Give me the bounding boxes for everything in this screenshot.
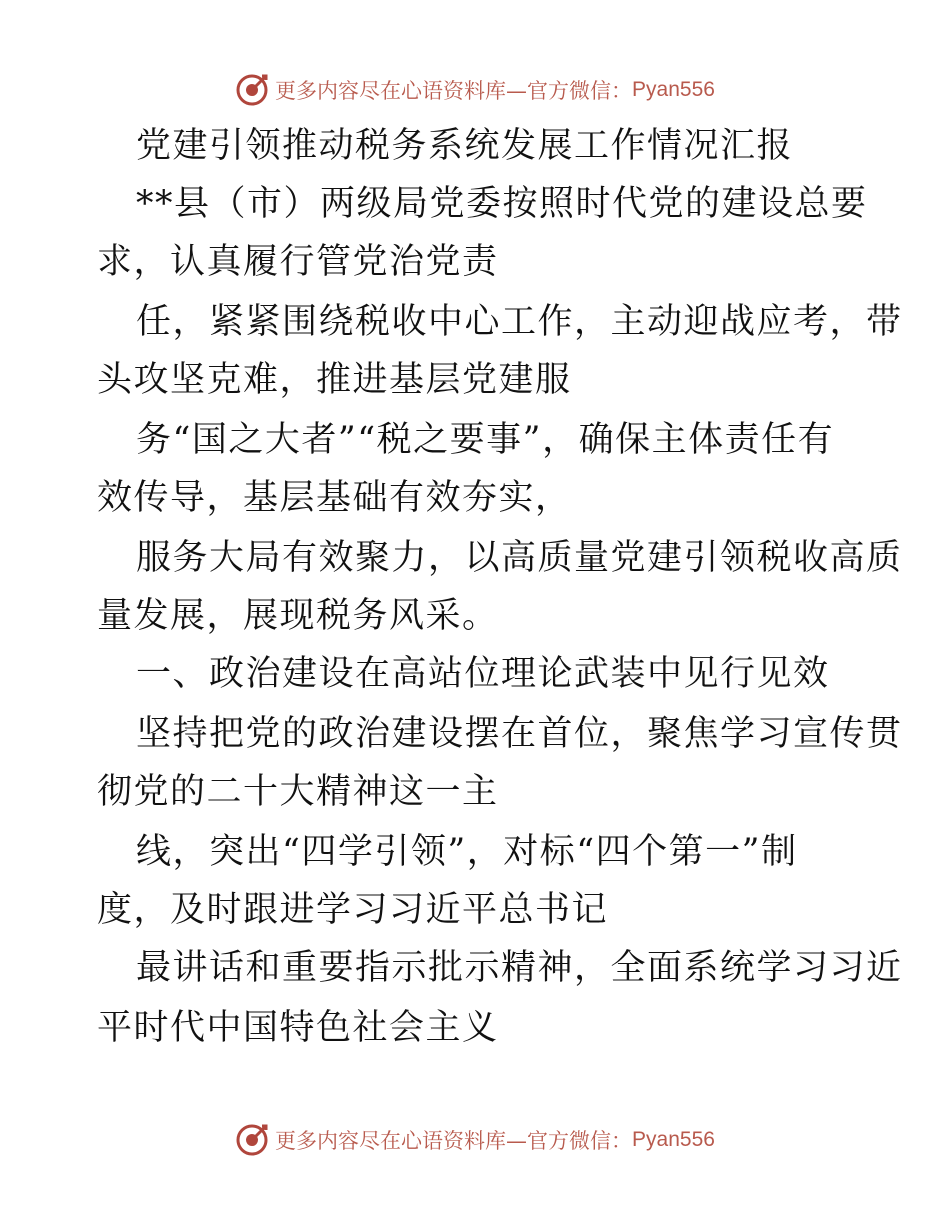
paragraph-line: 量发展，展现税务风采。 [97,596,499,636]
paragraph-line: 最讲话和重要指示批示精神，全面系统学习习近 [136,948,903,988]
logo-icon [235,73,269,107]
paragraph-line: 平时代中国特色社会主义 [97,1008,499,1048]
document-title: 党建引领推动税务系统发展工作情况汇报 [136,126,794,166]
banner-text: 更多内容尽在心语资料库—官方微信： [275,79,633,103]
banner-wechat-id: Pyan556 [632,78,715,101]
paragraph-line: 坚持把党的政治建设摆在首位，聚焦学习宣传贯 [136,714,903,754]
paragraph-line: 服务大局有效聚力，以高质量党建引领税收高质 [136,538,903,578]
paragraph-line: 务“国之大者”“税之要事”，确保主体责任有 [136,420,835,460]
paragraph-line: 头攻坚克难，推进基层党建服 [97,360,572,400]
paragraph-line: 线，突出“四学引领”，对标“四个第一”制 [136,832,798,872]
section-heading: 一、政治建设在高站位理论武装中见行见效 [136,654,830,694]
paragraph-line: 度，及时跟进学习习近平总书记 [97,890,609,930]
footer-banner [0,1120,950,1160]
header-banner [0,70,950,110]
paragraph-line: **县（市）两级局党委按照时代党的建设总要 [136,184,868,224]
paragraph-line: 彻党的二十大精神这一主 [97,772,499,812]
paragraph-line: 效传导，基层基础有效夯实， [97,478,572,518]
paragraph-line: 任，紧紧围绕税收中心工作，主动迎战应考，带 [136,302,903,342]
paragraph-line: 求，认真履行管党治党责 [97,242,499,282]
banner-text: 更多内容尽在心语资料库—官方微信： [275,1129,633,1153]
logo-icon [235,1123,269,1157]
banner-wechat-id: Pyan556 [632,1128,715,1151]
